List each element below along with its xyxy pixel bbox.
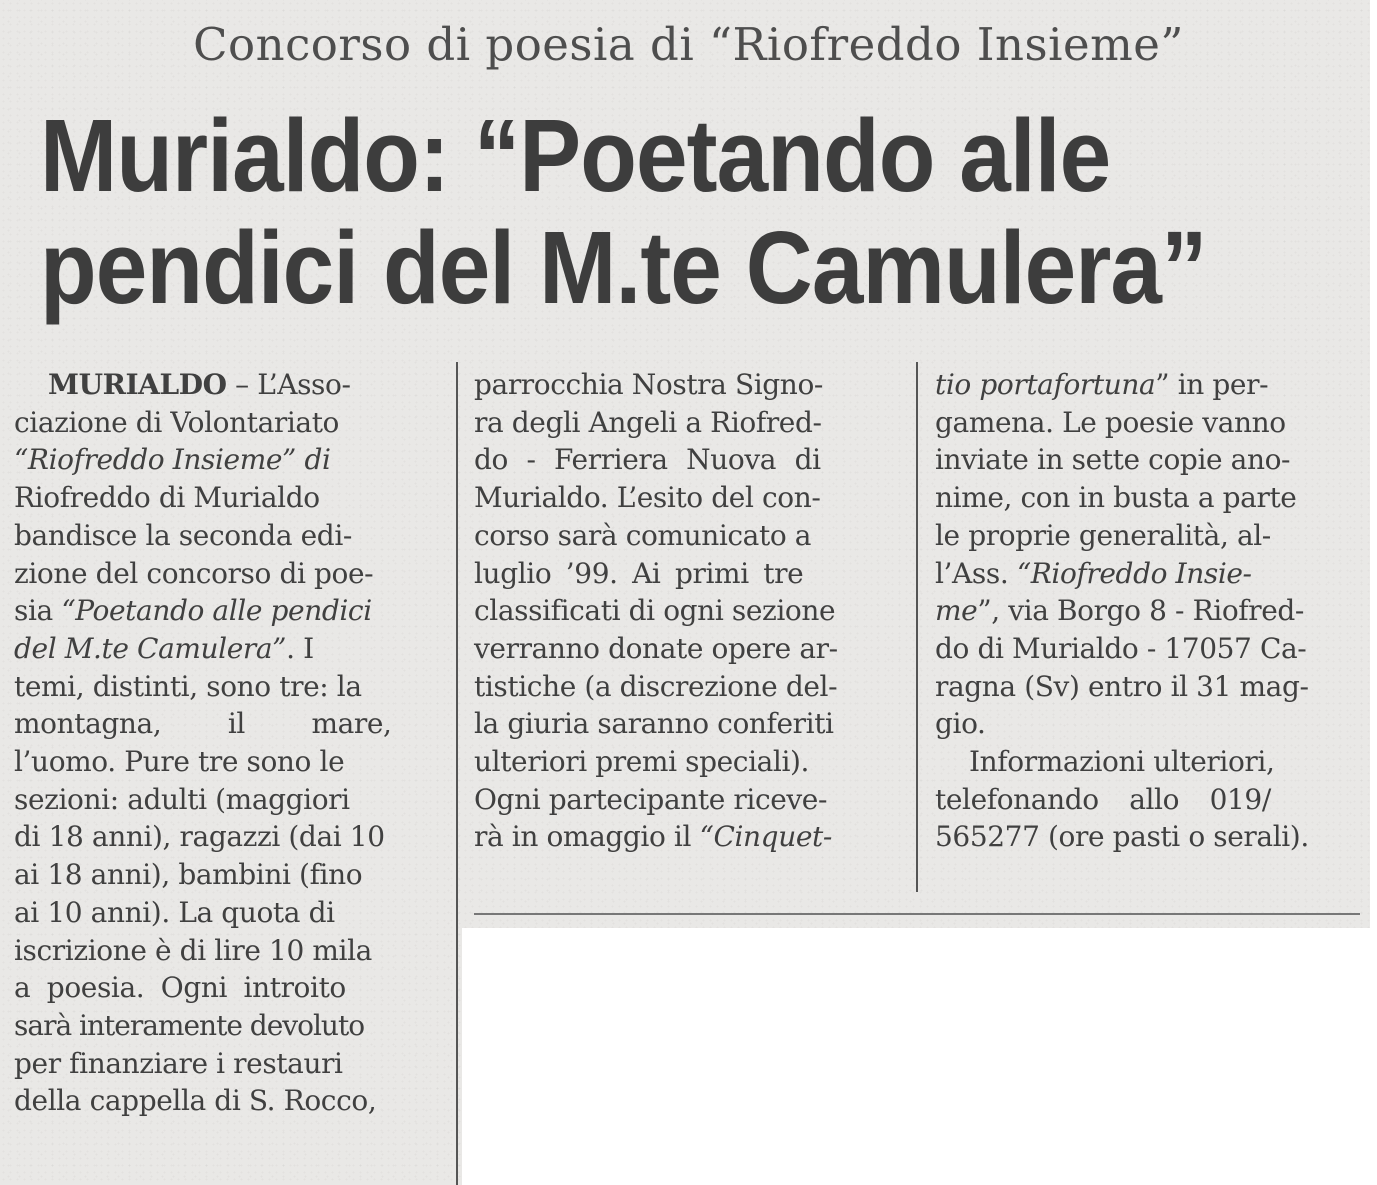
- column-1-line: ai 18 anni), bambini (fino: [14, 858, 363, 892]
- column-3-line: 565277 (ore pasti o serali).: [935, 820, 1309, 854]
- headline: [40, 100, 1228, 324]
- column-3-line: do di Murialdo - 17057 Ca-: [935, 631, 1307, 665]
- column-2-line: verranno donate opere ar-: [474, 631, 838, 665]
- column-2-line: Ogni partecipante riceve-: [474, 782, 828, 816]
- column-2-line: la giuria saranno conferiti: [474, 707, 834, 741]
- column-3: [935, 366, 1360, 856]
- column-1-line: Riofreddo di Murialdo: [14, 481, 320, 515]
- column-3-line: tio portafortuna” in per-: [935, 368, 1269, 401]
- column-1: [14, 366, 438, 1120]
- column-3-line: gamena. Le poesie vanno: [935, 405, 1286, 439]
- column-2-line: ra degli Angeli a Riofred-: [474, 405, 822, 439]
- column-3-line: ragna (Sv) entro il 31 mag-: [935, 669, 1309, 703]
- column-2-line: ulteriori premi speciali).: [474, 745, 810, 779]
- column-1-line: per finanziare i restauri: [14, 1046, 343, 1080]
- column-3-line: telefonando allo 019/: [935, 782, 1271, 816]
- column-1-line: sezioni: adulti (maggiori: [14, 782, 350, 816]
- column-2-line: luglio ’99. Ai primi tre: [474, 556, 804, 590]
- column-2-line: tistiche (a discrezione del-: [474, 669, 838, 703]
- column-2-line: corso sarà comunicato a: [474, 518, 812, 552]
- column-rule-2: [916, 362, 918, 892]
- column-3-line: gio.: [935, 707, 986, 741]
- column-1-line: sia “Poetando alle pendici: [14, 594, 372, 628]
- column-1-line: MURIALDO – L’Asso-: [48, 368, 351, 401]
- column-1-line: “Riofreddo Insieme” di: [14, 443, 331, 477]
- column-2-line: rà in omaggio il “Cinquet-: [474, 820, 832, 854]
- column-3-line: l’Ass. “Riofreddo Insie-: [935, 556, 1252, 590]
- column-1-line: bandisce la seconda edi-: [14, 518, 352, 552]
- column-3-line: le proprie generalità, al-: [935, 518, 1271, 552]
- column-1-line: della cappella di S. Rocco,: [14, 1084, 377, 1118]
- column-1-line: a poesia. Ogni introito: [14, 971, 346, 1005]
- column-1-line: di 18 anni), ragazzi (dai 10: [14, 820, 385, 854]
- column-3-line: me”, via Borgo 8 - Riofred-: [935, 594, 1304, 628]
- column-2-line: do - Ferriera Nuova di: [474, 443, 821, 477]
- page-edge: [1370, 0, 1377, 1185]
- column-1-line: iscrizione è di lire 10 mila: [14, 933, 372, 967]
- column-1-line: ciazione di Volontariato: [14, 405, 340, 439]
- column-1-line: l’uomo. Pure tre sono le: [14, 745, 345, 779]
- column-rule-1: [456, 362, 458, 1185]
- column-3-line: nime, con in busta a parte: [935, 481, 1297, 515]
- column-1-line: zione del concorso di poe-: [14, 556, 374, 590]
- end-rule: [474, 913, 1360, 915]
- column-3-line: inviate in sette copie ano-: [935, 443, 1291, 477]
- column-2: [474, 366, 898, 856]
- kicker: Concorso di poesia di “Riofreddo Insieme”: [193, 18, 1184, 71]
- column-2-line: parrocchia Nostra Signo-: [474, 368, 823, 401]
- column-1-line: sarà interamente devoluto: [14, 1008, 365, 1042]
- column-1-line: montagna, il mare,: [14, 707, 392, 741]
- column-2-line: Murialdo. L’esito del con-: [474, 481, 821, 515]
- column-2-line: classificati di ogni sezione: [474, 594, 836, 628]
- headline-line-1: Murialdo: “Poetando alle: [40, 98, 1111, 213]
- column-1-line: del M.te Camulera”. I: [14, 631, 314, 665]
- headline-line-2: pendici del M.te Camulera”: [40, 210, 1207, 325]
- dateline: MURIALDO: [48, 368, 227, 401]
- column-1-line: ai 10 anni). La quota di: [14, 895, 335, 929]
- column-1-line: temi, distinti, sono tre: la: [14, 669, 362, 703]
- column-3-line: Informazioni ulteriori,: [969, 745, 1275, 779]
- blank-area: [462, 928, 1370, 1185]
